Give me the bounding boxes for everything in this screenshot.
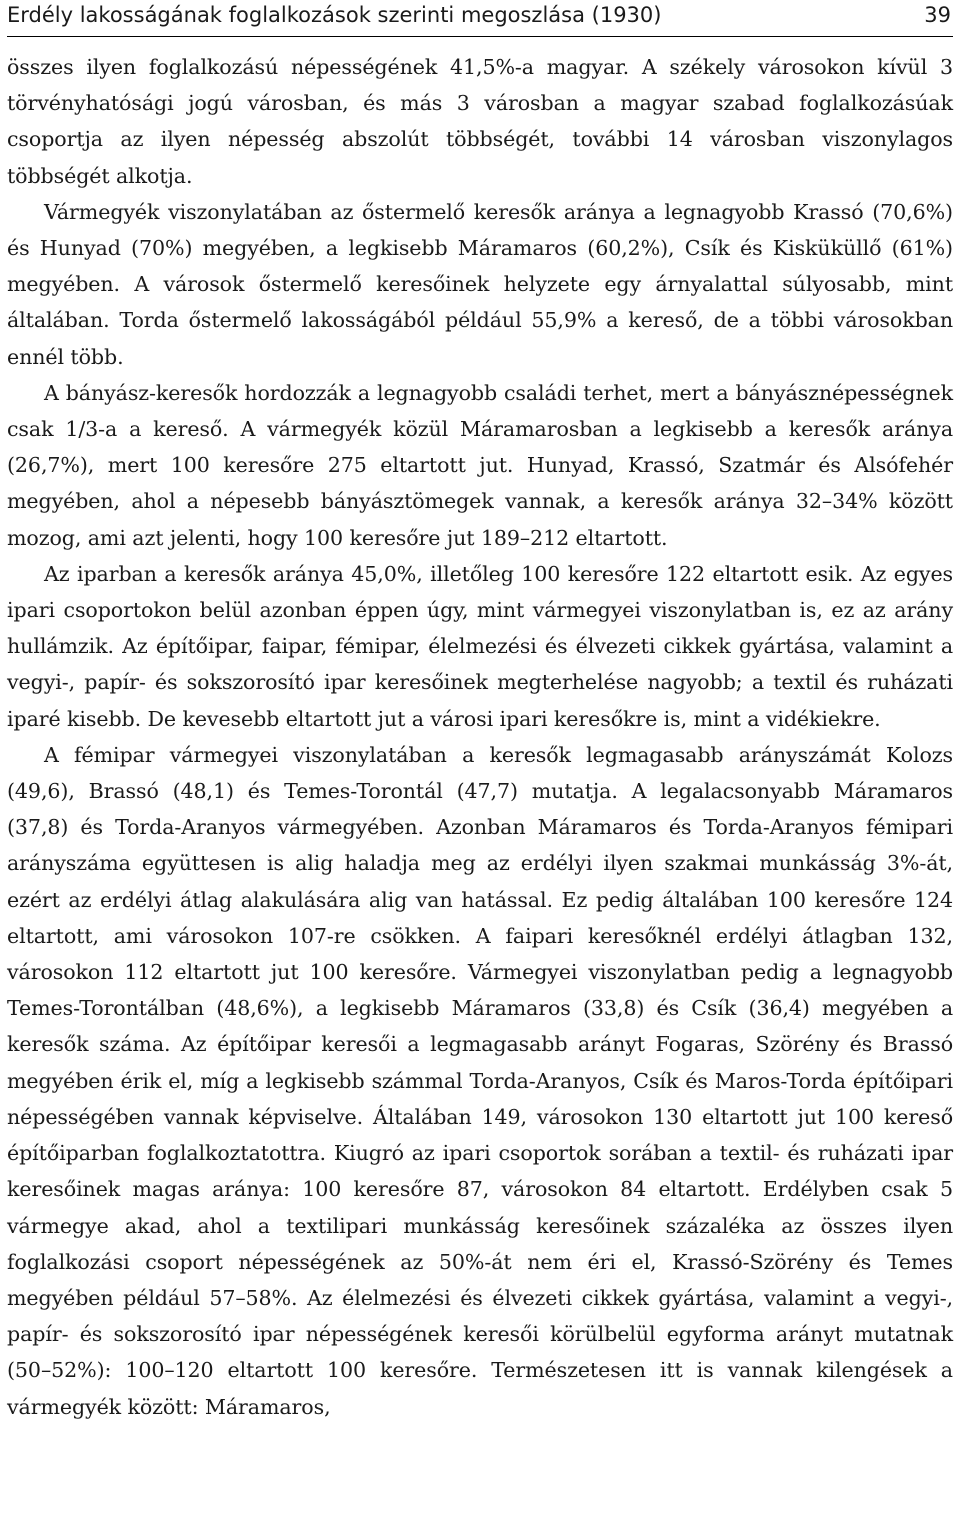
- paragraph-metal-industry: A fémipar vármegyei viszonylatában a keresők legmagasabb arányszámát Kolozs (49,6), Brassó (48,1) és Temes-Torontál (47,7) mutatja. A legalacsonyabb Máramaros (37,8) és Torda-Aranyos vármegyében. Azonban Máramaros és Torda-Aranyos fémipari arányszáma együttesen is alig haladja meg az erdélyi ilyen szakmai munkásság 3%-át, ezért az erdélyi átlag alakulására alig van hatással. Ez pedig általában 100 keresőre 124 eltartott, ami városokon 107-re csökken. A faipari keresőknél erdélyi átlagban 132, városokon 112 eltartott jut 100 keresőre. Vármegyei viszonylatban pedig a legnagyobb Temes-Torontálban (48,6%), a legkisebb Máramaros (33,8) és Csík (36,4) megyében a keresők száma. Az építőipar keresői a legmagasabb arányt Fogaras, Szörény és Brassó megyében érik el, míg a legkisebb számmal Torda-Aranyos, Csík és Maros-Torda építőipari népességében vannak képviselve. Általában 149, városokon 130 eltartott jut 100 kereső építőiparban foglalkoztatottra. Kiugró az ipari csoportok sorában a textil- és ruházati ipar keresőinek magas aránya: 100 keresőre 87, városokon 84 eltartott. Erdélyben csak 5 vármegye akad, ahol a textilipari munkásság keresőinek százaléka az összes ilyen foglalkozási csoport népességének az 50%-át nem éri el, Krassó-Szörény és Temes megyében például 57–58%. Az élelmezési és élvezeti cikkek gyártása, valamint a vegyi-, papír- és sokszorosító ipar népességének keresői körülbelül egyforma arányt mutatnak (50–52%): 100–120 eltartott 100 keresőre. Természetesen itt is vannak kilengések a vármegyék között: Máramaros,: [7, 742, 953, 1419]
- page-number: 39: [924, 3, 951, 27]
- paragraph-counties-primary-producers: Vármegyék viszonylatában az őstermelő keresők aránya a legnagyobb Krassó (70,6%) és Hunyad (70%) megyében, a legkisebb Máramaros (60,2%), Csík és Kisküküllő (61%) megyében. A városok őstermelő keresőinek helyzete egy árnyalattal súlyosabb, mint általában. Torda őstermelő lakosságából például 55,9% a kereső, de a többi városokban ennél több.: [7, 199, 953, 369]
- paragraph-industry: Az iparban a keresők aránya 45,0%, illetőleg 100 keresőre 122 eltartott esik. Az egyes ipari csoportokon belül azonban éppen úgy, mint vármegyei viszonylatban is, ez az arány hullámzik. Az építőipar, faipar, fémipar, élelmezési és élvezeti cikkek gyártása, valamint a vegyi-, papír- és sokszorosító ipar keresőinek megterhelése nagyobb; a textil és ruházati iparé kisebb. De kevesebb eltartott jut a városi ipari keresőkre is, mint a vidékiekre.: [7, 561, 953, 731]
- running-header: [7, 0, 953, 37]
- chapter-title: Erdély lakosságának foglalkozások szerinti megoszlása (1930): [7, 3, 662, 27]
- paragraph-continuation: összes ilyen foglalkozású népességének 41,5%-a magyar. A székely városokon kívül 3 törvényhatósági jogú városban, és más 3 városban a magyar szabad foglalkozásúak csoportja az ilyen népesség abszolút többségét, további 14 városban viszonylagos többségét alkotja.: [7, 55, 953, 188]
- document-page: [7, 0, 953, 1425]
- body-text: [7, 49, 953, 1425]
- paragraph-miners: A bányász-keresők hordozzák a legnagyobb családi terhet, mert a bányásznépességnek csak 1/3-a a kereső. A vármegyék közül Máramarosban a legkisebb a keresők aránya (26,7%), mert 100 keresőre 275 eltartott jut. Hunyad, Krassó, Szatmár és Alsófehér megyében, ahol a népesebb bányásztömegek vannak, a keresők aránya 32–34% között mozog, ami azt jelenti, hogy 100 keresőre jut 189–212 eltartott.: [7, 380, 953, 550]
